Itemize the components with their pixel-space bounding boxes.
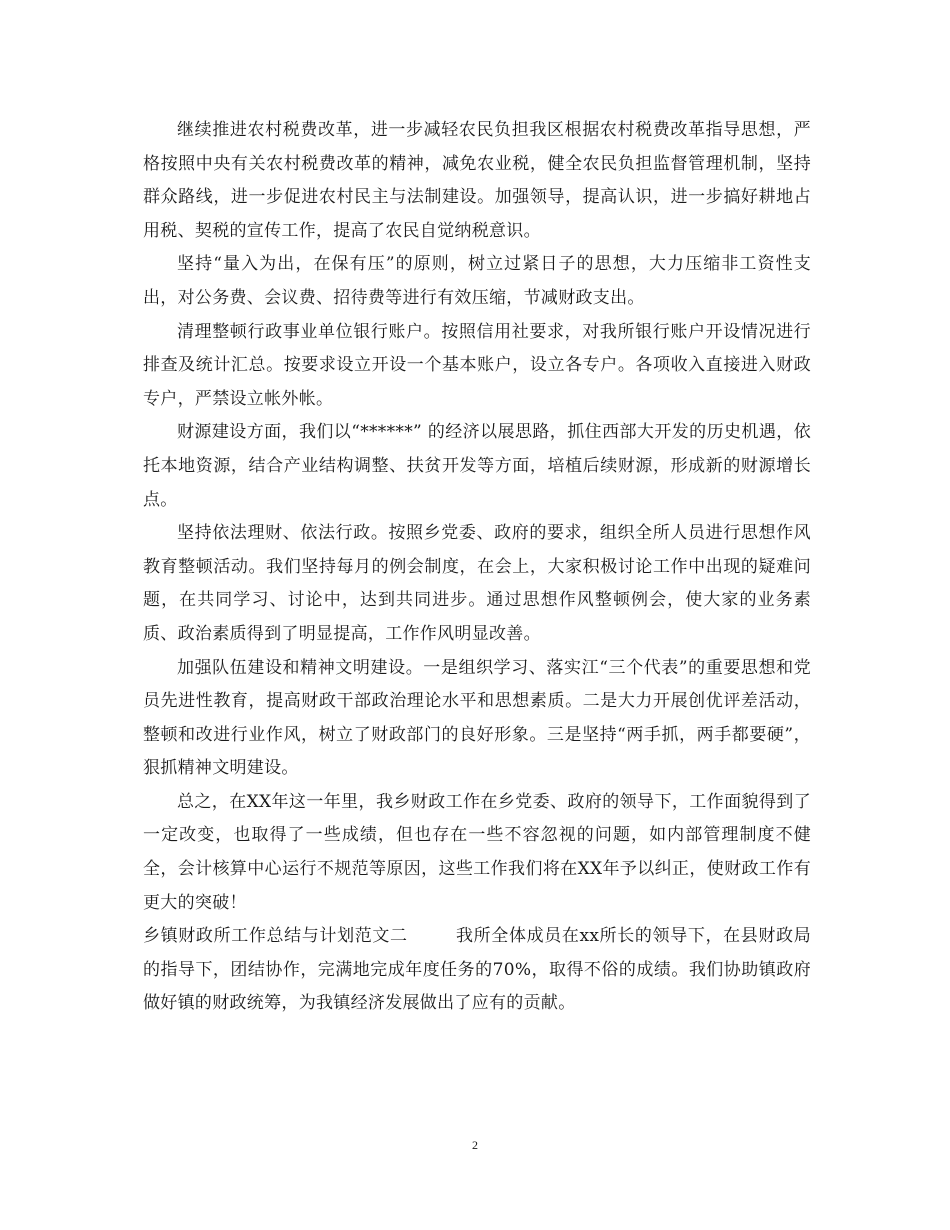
section-gap [408,926,456,946]
section-body: 我所全体成员在xx所长的领导下，在县财政局的指导下，团结协作，完满地完成年度任务的70%，取得不俗的成绩。我们协助镇政府做好镇的财政统筹，为我镇经济发展做出了应有的贡献。 [143,926,811,1014]
section-two-paragraph [143,920,811,1021]
page-number: 2 [472,1138,478,1152]
section-heading: 乡镇财政所工作总结与计划范文二 [143,926,408,947]
document-body [143,114,811,1021]
paragraph-rule-of-law: 坚持依法理财、依法行政。按照乡党委、政府的要求，组织全所人员进行思想作风教育整顿活动。我们坚持每月的例会制度，在会上，大家积极讨论工作中出现的疑难问题，在共同学习、讨论中，达到共同进步。通过思想作风整顿例会，使大家的业务素质、政治素质得到了明显提高，工作作风明显改善。 [143,523,811,644]
paragraph-tax-reform: 继续推进农村税费改革，进一步减轻农民负担我区根据农村税费改革指导思想，严格按照中央有关农村税费改革的精神，减免农业税，健全农民负担监督管理机制，坚持群众路线，进一步促进农村民主与法制建设。加强领导，提高认识，进一步搞好耕地占用税、契税的宣传工作，提高了农民自觉纳税意识。 [143,120,811,241]
paragraph-team-building: 加强队伍建设和精神文明建设。一是组织学习、落实江“三个代表”的重要思想和党员先进性教育，提高财政干部政治理论水平和思想素质。二是大力开展创优评差活动，整顿和改进行业作风，树立了财政部门的良好形象。三是坚持“两手抓，两手都要硬”，狠抓精神文明建设。 [143,657,811,779]
paragraph-bank-accounts: 清理整顿行政事业单位银行账户。按照信用社要求，对我所银行账户开设情况进行排查及统计汇总。按要求设立开设一个基本账户，设立各专户。各项收入直接进入财政专户，严禁设立帐外帐。 [143,321,811,409]
paragraph-conclusion: 总之，在XX年这一年里，我乡财政工作在乡党委、政府的领导下，工作面貌得到了一定改变，也取得了一些成绩，但也存在一些不容忽视的问题，如内部管理制度不健全，会计核算中心运行不规范等原因，这些工作我们将在XX年予以纠正，使财政工作有更大的突破！ [143,791,811,913]
paragraph-expenditure: 坚持“量入为出，在保有压”的原则，树立过紧日子的思想，大力压缩非工资性支出，对公务费、会议费、招待费等进行有效压缩，节减财政支出。 [143,254,811,308]
paragraph-revenue-sources: 财源建设方面，我们以“******” 的经济以展思路，抓住西部大开发的历史机遇，依托本地资源，结合产业结构调整、扶贫开发等方面，培植后续财源，形成新的财源增长点。 [143,422,811,510]
